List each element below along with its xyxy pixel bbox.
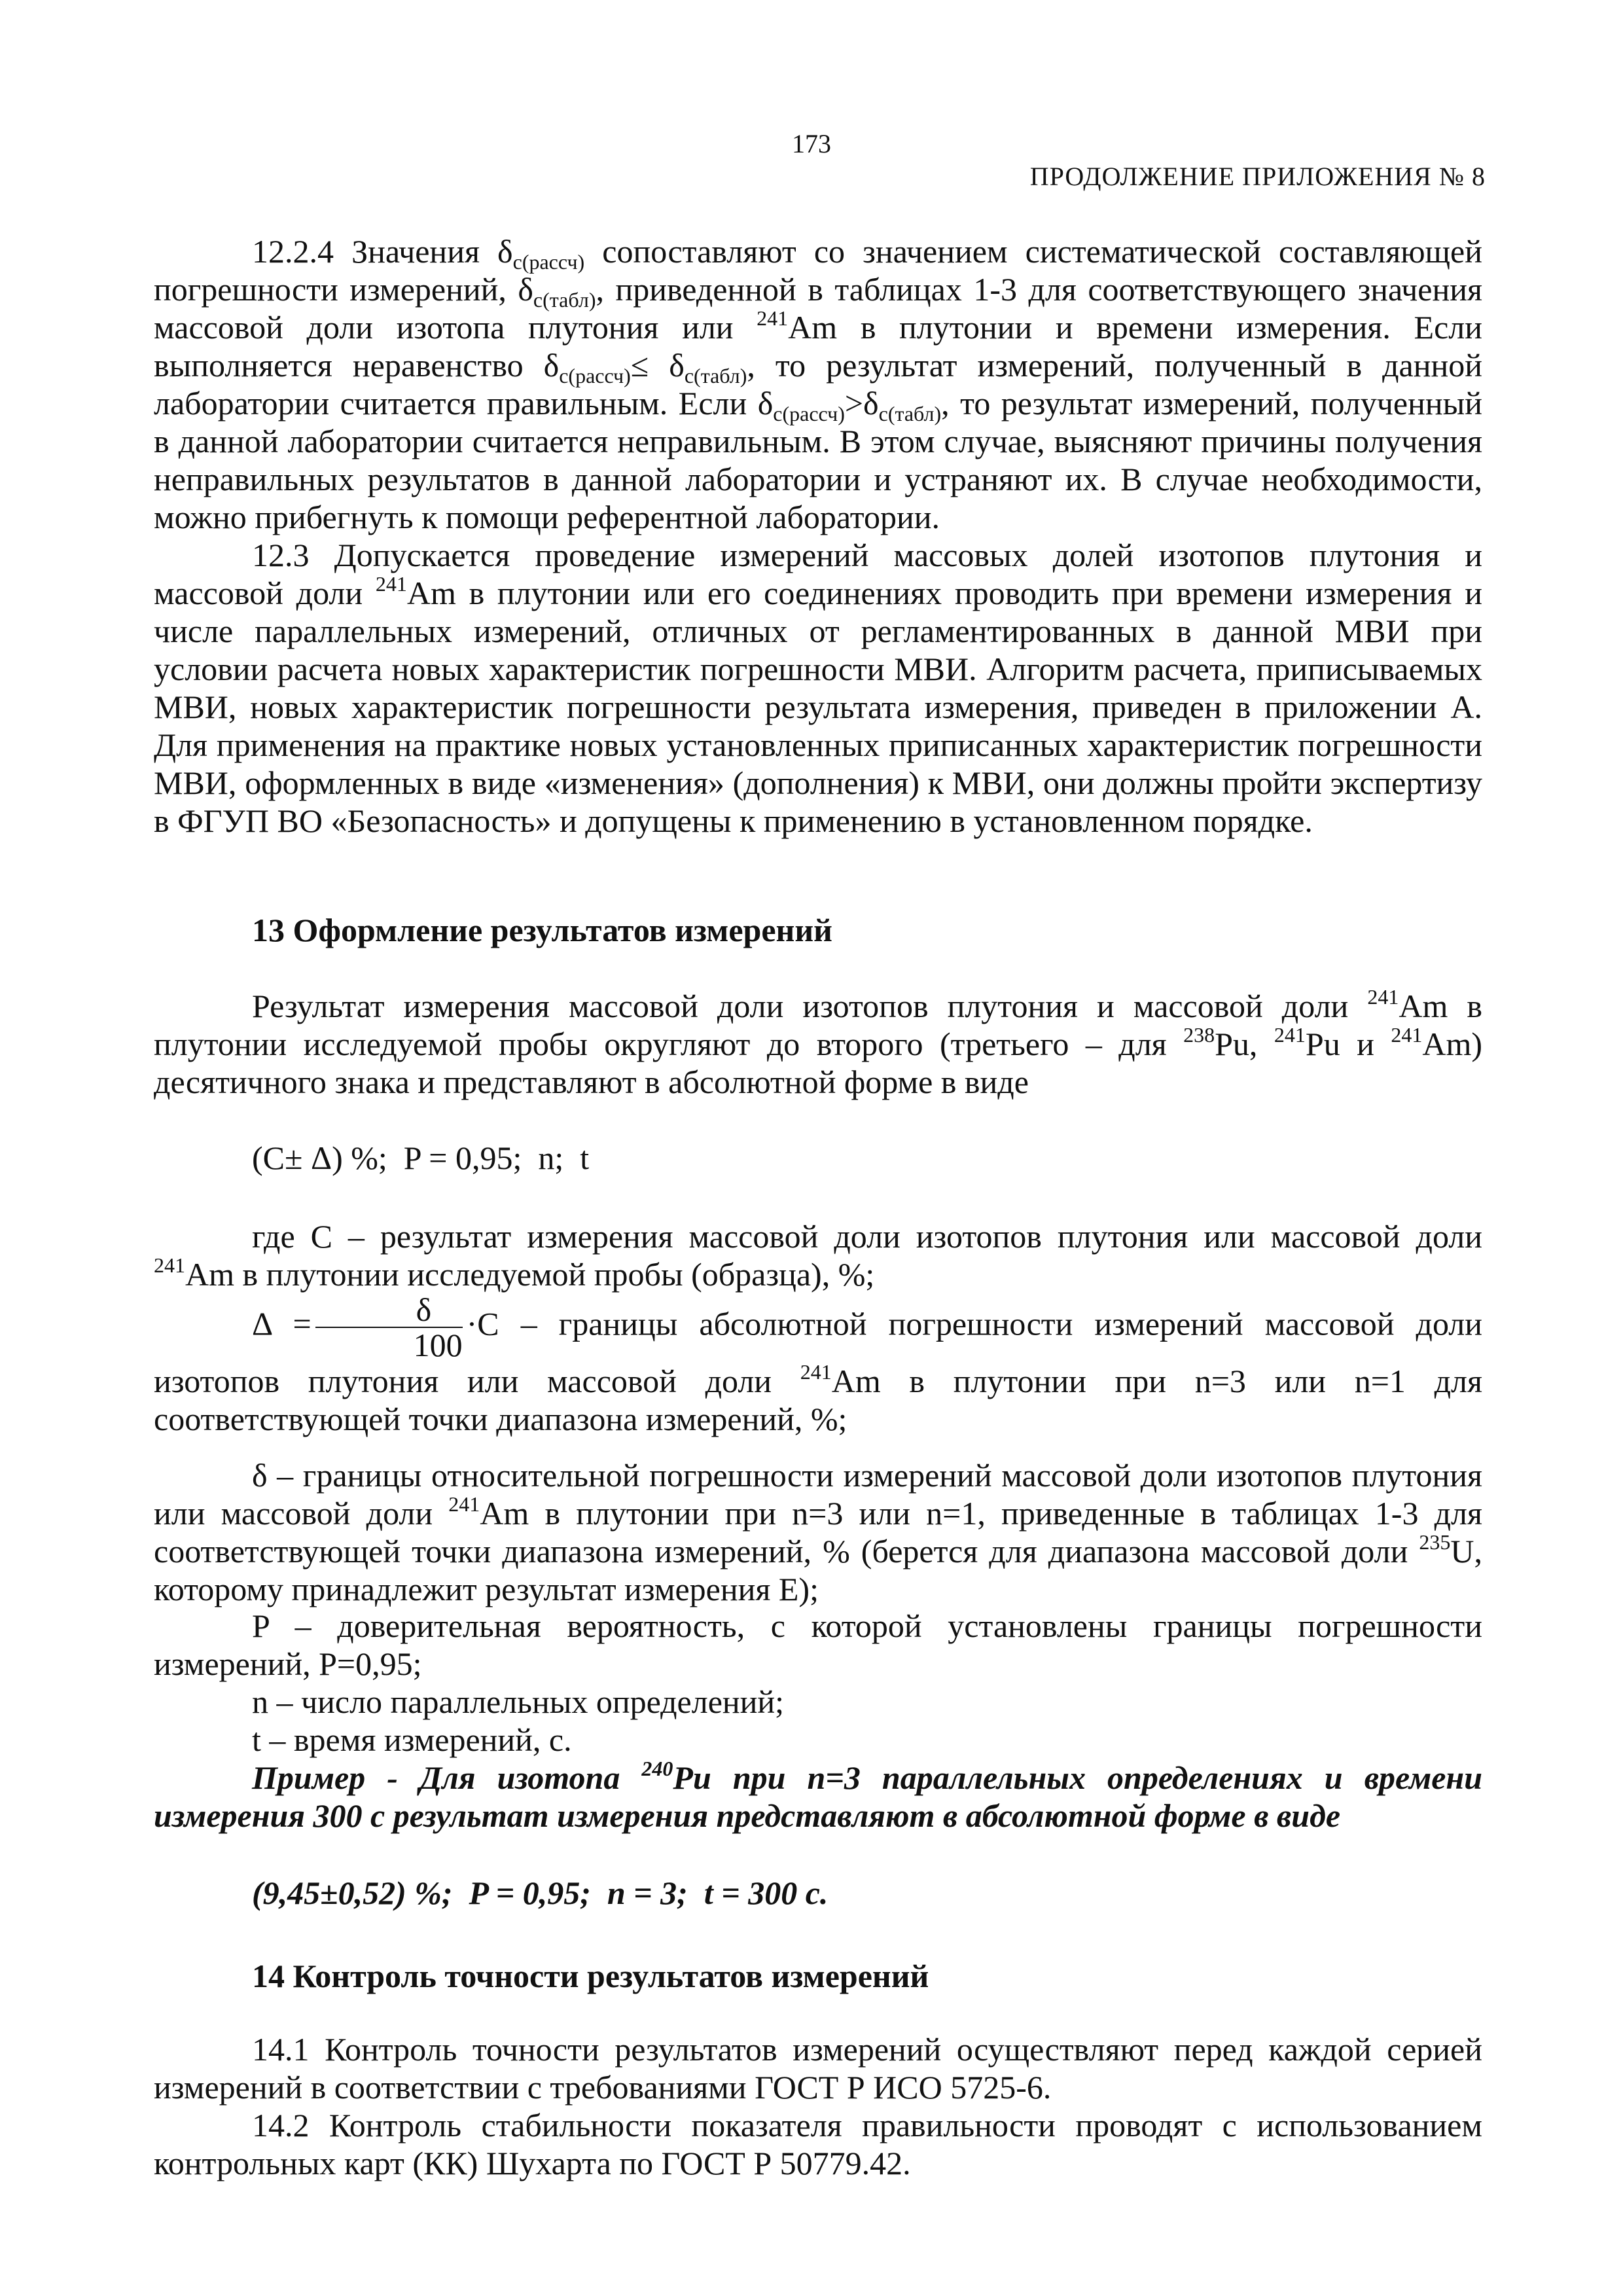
example-formula: (9,45±0,52) %; P = 0,95; n = 3; t = 300 с. xyxy=(252,1874,829,1911)
delta-fraction: $\frac{\delta}{100}$ xyxy=(315,1293,463,1362)
section-14-title: 14 Контроль точности результатов измерений xyxy=(252,1958,929,1994)
section-13-title: 13 Оформление результатов измерений xyxy=(252,912,832,948)
definition-p: P – доверительная вероятность, с которой установлены границы погрешности измерений, P=0,95; xyxy=(154,1607,1482,1682)
definition-t: t – время измерений, с. xyxy=(252,1721,572,1758)
definition-c: где C – результат измерения массовой доли изотопов плутония или массовой доли $^{241}$Am в плутонии исследуемой пробы (образца), %; xyxy=(154,1218,1482,1293)
result-formula: (C± Δ) %; P = 0,95; n; t xyxy=(252,1139,590,1176)
paragraph-12-3: 12.3 Допускается проведение измерений массовых долей изотопов плутония и массовой доли $^{241}$Am в плутонии или его соединениях проводить при времени измерения и числе параллельных измерений, отличных от регламентированных в данной МВИ при условии расчета новых характеристик погрешности МВИ. Алгоритм расчета, приписываемых МВИ, новых характеристик погрешности результата измерения, приведен в приложении А. Для применения на практике новых установленных приписанных характеристик погрешности МВИ, оформленных в виде «изменения» (дополнения) к МВИ, они должны пройти экспертизу в ФГУП ВО «Безопасность» и допущены к применению в установленном порядке. xyxy=(154,537,1482,839)
paragraph-14-1: 14.1 Контроль точности результатов измерений осуществляют перед каждой серией измерений в соответствии с требованиями ГОСТ Р ИСО 5725-6. xyxy=(154,2031,1482,2106)
appendix-header: ПРОДОЛЖЕНИЕ ПРИЛОЖЕНИЯ № 8 xyxy=(1029,162,1486,191)
paragraph-14-2: 14.2 Контроль стабильности показателя правильности проводят с использованием контрольных карт (КК) Шухарта по ГОСТ Р 50779.42. xyxy=(154,2107,1482,2181)
example-text: Пример - Для изотопа $^{240}$Pu при n=3 параллельных определениях и времени измерения 300 с результат измерения представляют в абсолютной форме в виде xyxy=(154,1757,1482,1834)
definition-delta: Δ = $\frac{\delta}{100}$ ·C – границы абсолютной погрешности измерений массовой доли изотопов плутония или массовой доли $^{241}$Am в плутонии при n=3 или n=1 для соответствующей точки диапазона измерений, %; xyxy=(154,1291,1483,1437)
page-number: 173 xyxy=(792,129,831,158)
paragraph-12-2-4: 12.2.4 Значения $\delta_{с(рассч)}$ сопоставляют со значением систематической составляющей погрешности измерений, $\delta_{с(табл)}$, приведенной в таблицах 1-3 для соответствующего значения массовой доли изотопа плутония или $^{241}$Am в плутонии и времени измерения. Если выполняется неравенство $\delta_{с(рассч)}\le \delta_{с(табл)}$, то результат измерений, полученный в данной лаборатории считается правильным. Если $\delta_{с(рассч)}>\delta_{с(табл)}$, то результат измерений, полученный в данной лаборатории считается неправильным. В этом случае, выясняют причины получения неправильных результатов в данной лаборатории и устраняют их. В случае необходимости, можно прибегнуть к помощи референтной лаборатории. xyxy=(154,233,1483,535)
paragraph-13-result: Результат измерения массовой доли изотопов плутония и массовой доли $^{241}$Am в плутонии исследуемой пробы округляют до второго (третьего – для $^{238}$Pu, $^{241}$Pu и $^{241}$Am) десятичного знака и представляют в абсолютной форме в виде xyxy=(154,985,1483,1100)
definition-n: n – число параллельных определений; xyxy=(252,1683,785,1720)
definition-relative-delta: δ – границы относительной погрешности измерений массовой доли изотопов плутония или массовой доли $^{241}$Am в плутонии при n=3 или n=1, приведенные в таблицах 1-3 для соответствующей точки диапазона измерений, % (берется для диапазона массовой доли $^{235}$U, которому принадлежит результат измерения E); xyxy=(154,1457,1482,1607)
